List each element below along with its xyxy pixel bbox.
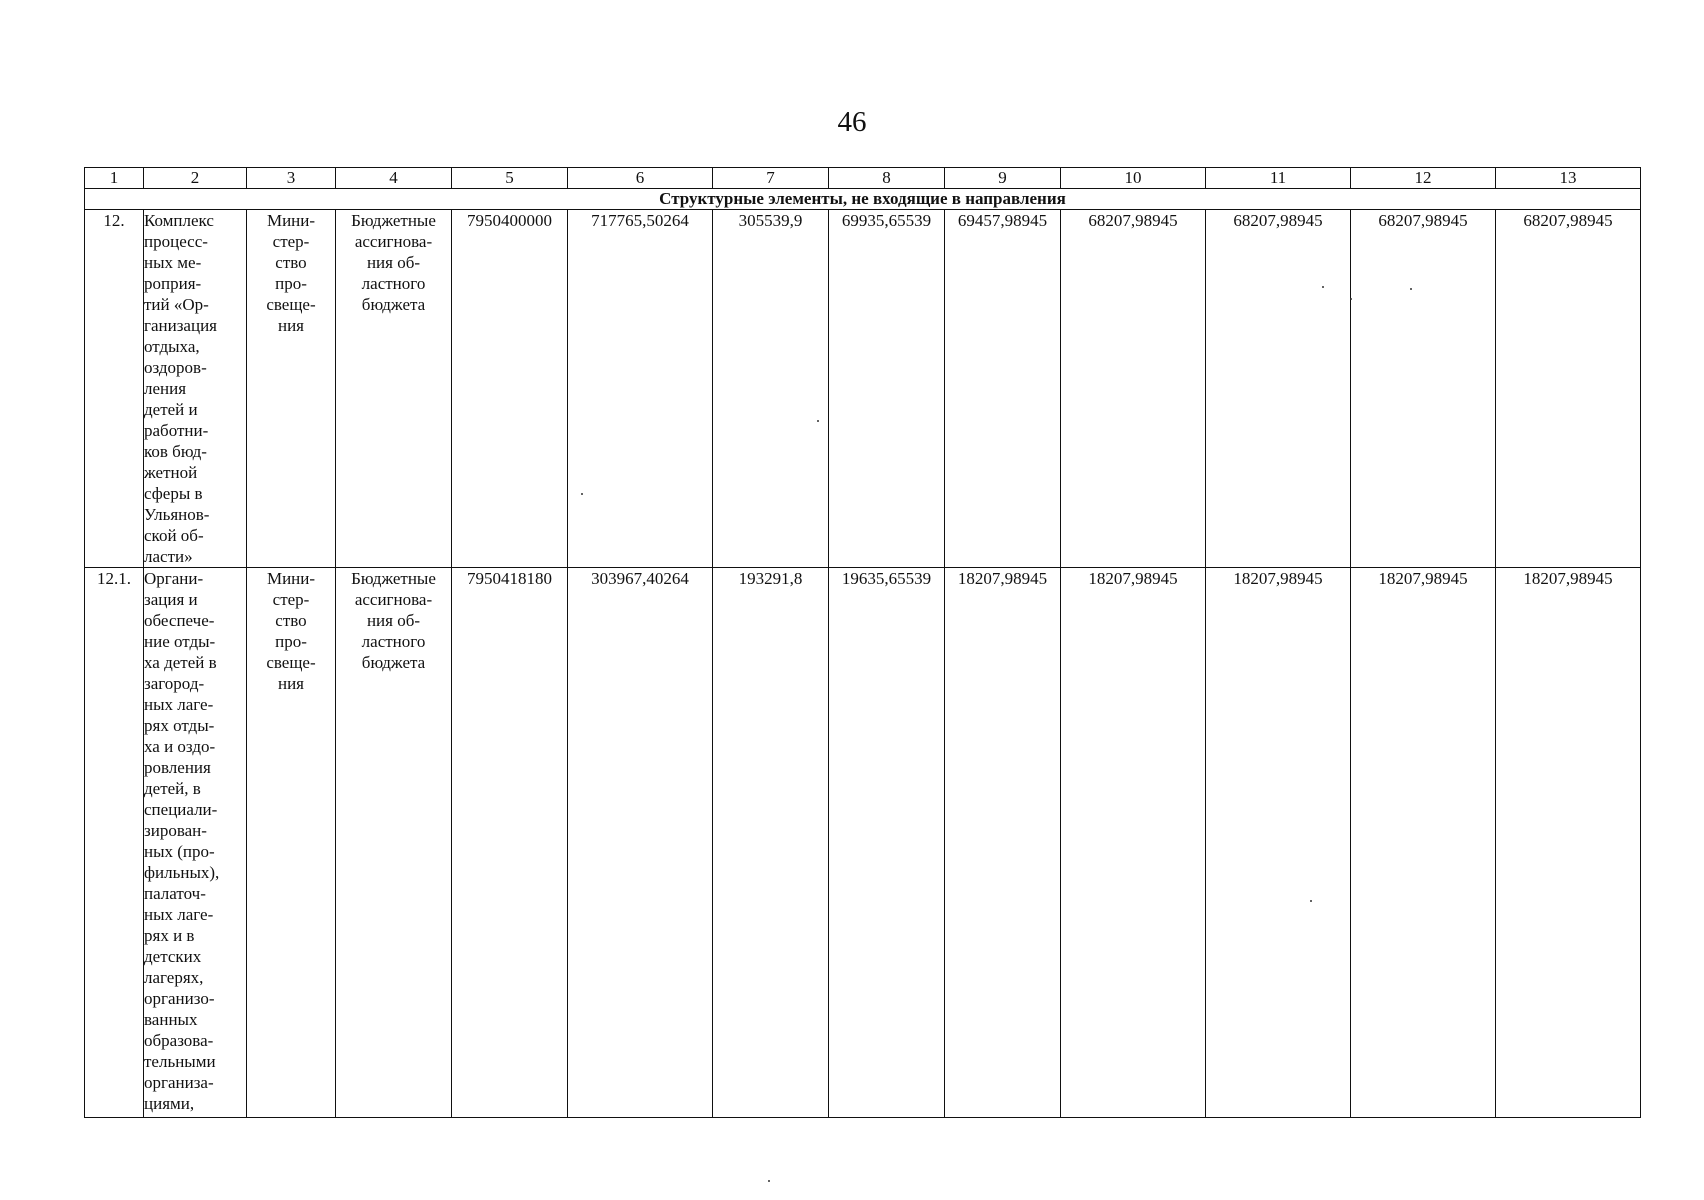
year-amount: 68207,98945	[1061, 210, 1206, 568]
funding-source-line: Бюджетные	[351, 569, 436, 588]
executor-line: стер-	[272, 232, 310, 251]
column-header: 7	[713, 168, 829, 189]
scan-speck	[768, 1180, 770, 1182]
element-name-line: Органи-	[144, 569, 204, 588]
element-name-line: ных ме-	[144, 253, 202, 272]
funding-source-cell	[336, 568, 452, 1118]
column-header: 1	[85, 168, 144, 189]
year-amount: 68207,98945	[1351, 210, 1496, 568]
element-name-line: палаточ-	[144, 884, 206, 903]
scan-speck	[1410, 288, 1412, 290]
element-name-line: образова-	[144, 1031, 214, 1050]
element-name-line: ванных	[144, 1010, 198, 1029]
column-header: 10	[1061, 168, 1206, 189]
element-name-line: работни-	[144, 421, 209, 440]
year-amount: 18207,98945	[1496, 568, 1641, 1118]
element-name-line: фильных),	[144, 863, 220, 882]
funding-source-line: ластного	[361, 632, 426, 651]
element-name-line: детей и	[144, 400, 198, 419]
element-name-line: Ульянов-	[144, 505, 210, 524]
column-header: 11	[1206, 168, 1351, 189]
section-row	[85, 189, 1641, 210]
total-amount: 303967,40264	[568, 568, 713, 1118]
scan-speck	[1322, 286, 1324, 288]
element-name-line: зация и	[144, 590, 198, 609]
executor-line: ство	[275, 253, 307, 272]
column-header: 8	[829, 168, 945, 189]
column-header: 12	[1351, 168, 1496, 189]
executor-line: Мини-	[266, 211, 316, 230]
element-name-line: циями,	[144, 1094, 195, 1113]
funding-source-line: бюджета	[361, 653, 426, 672]
column-number-row	[85, 168, 1641, 189]
element-name-cell	[144, 210, 247, 568]
funding-source-line: ластного	[361, 274, 426, 293]
table-row	[85, 568, 1641, 1118]
element-name-line: организо-	[144, 989, 215, 1008]
executor-line: про-	[275, 632, 307, 651]
element-name-line: детей, в	[144, 779, 201, 798]
year-amount: 68207,98945	[1496, 210, 1641, 568]
total-amount: 717765,50264	[568, 210, 713, 568]
year-amount: 69457,98945	[945, 210, 1061, 568]
column-header: 4	[336, 168, 452, 189]
year-amount: 18207,98945	[1351, 568, 1496, 1118]
row-number: 12.1.	[85, 568, 144, 1118]
column-header: 5	[452, 168, 568, 189]
scan-speck	[1350, 298, 1352, 300]
executor-cell	[247, 568, 336, 1118]
executor-line: Мини-	[266, 569, 316, 588]
year-amount: 18207,98945	[1206, 568, 1351, 1118]
executor-cell	[247, 210, 336, 568]
funding-source-line: ния об-	[366, 611, 421, 630]
executor-line: ния	[277, 316, 304, 335]
element-name-line: ние отды-	[144, 632, 216, 651]
funding-source-line: ассигнова-	[354, 232, 433, 251]
executor-line: стер-	[272, 590, 310, 609]
element-name-line: ления	[144, 379, 187, 398]
element-name-line: ганизация	[144, 316, 217, 335]
element-name-line: ласти»	[144, 547, 193, 566]
element-name-line: процесс-	[144, 232, 208, 251]
element-name-line: детских	[144, 947, 202, 966]
element-name-line: ха детей в	[144, 653, 217, 672]
element-name-line: жетной	[144, 463, 198, 482]
column-header: 13	[1496, 168, 1641, 189]
table-row	[85, 210, 1641, 568]
element-name-line: Комплекс	[144, 211, 214, 230]
scan-speck	[817, 420, 819, 422]
funding-source-line: ассигнова-	[354, 590, 433, 609]
element-name-line: рях отды-	[144, 716, 215, 735]
scan-speck	[581, 493, 583, 495]
element-name-line: тий «Ор-	[144, 295, 209, 314]
year-amount: 18207,98945	[1061, 568, 1206, 1118]
year-amount: 305539,9	[713, 210, 829, 568]
element-name-line: оздоров-	[144, 358, 207, 377]
executor-line: про-	[275, 274, 307, 293]
column-header: 9	[945, 168, 1061, 189]
funding-source-line: Бюджетные	[351, 211, 436, 230]
element-name-line: лагерях,	[144, 968, 204, 987]
element-name-line: организа-	[144, 1073, 214, 1092]
column-header: 6	[568, 168, 713, 189]
scan-speck	[1310, 900, 1312, 902]
executor-line: ство	[275, 611, 307, 630]
element-name-line: загород-	[144, 674, 205, 693]
element-name-line: ных лаге-	[144, 695, 214, 714]
element-name-line: специали-	[144, 800, 218, 819]
section-title: Структурные элементы, не входящие в направления	[85, 189, 1641, 210]
row-number: 12.	[85, 210, 144, 568]
element-name-line: обеспече-	[144, 611, 215, 630]
element-name-line: ных (про-	[144, 842, 215, 861]
element-name-line: ков бюд-	[144, 442, 207, 461]
year-amount: 69935,65539	[829, 210, 945, 568]
element-name-line: зирован-	[144, 821, 207, 840]
year-amount: 193291,8	[713, 568, 829, 1118]
budget-table	[84, 167, 1641, 1118]
element-name-line: тельными	[144, 1052, 216, 1071]
element-name-line: рях и в	[144, 926, 195, 945]
element-name-line: ской об-	[144, 526, 204, 545]
page-number: 46	[837, 106, 867, 138]
year-amount: 68207,98945	[1206, 210, 1351, 568]
column-header: 2	[144, 168, 247, 189]
executor-line: ния	[277, 674, 304, 693]
element-name-line: ровления	[144, 758, 211, 777]
year-amount: 19635,65539	[829, 568, 945, 1118]
element-name-line: сферы в	[144, 484, 203, 503]
element-name-line: ха и оздо-	[144, 737, 216, 756]
executor-line: свеще-	[266, 653, 316, 672]
element-name-line: ных лаге-	[144, 905, 214, 924]
funding-source-cell	[336, 210, 452, 568]
executor-line: свеще-	[266, 295, 316, 314]
element-name-line: роприя-	[144, 274, 202, 293]
column-header: 3	[247, 168, 336, 189]
funding-source-line: ния об-	[366, 253, 421, 272]
budget-code: 7950418180	[452, 568, 568, 1118]
budget-code: 7950400000	[452, 210, 568, 568]
funding-source-line: бюджета	[361, 295, 426, 314]
element-name-line: отдыха,	[144, 337, 200, 356]
element-name-cell	[144, 568, 247, 1118]
year-amount: 18207,98945	[945, 568, 1061, 1118]
